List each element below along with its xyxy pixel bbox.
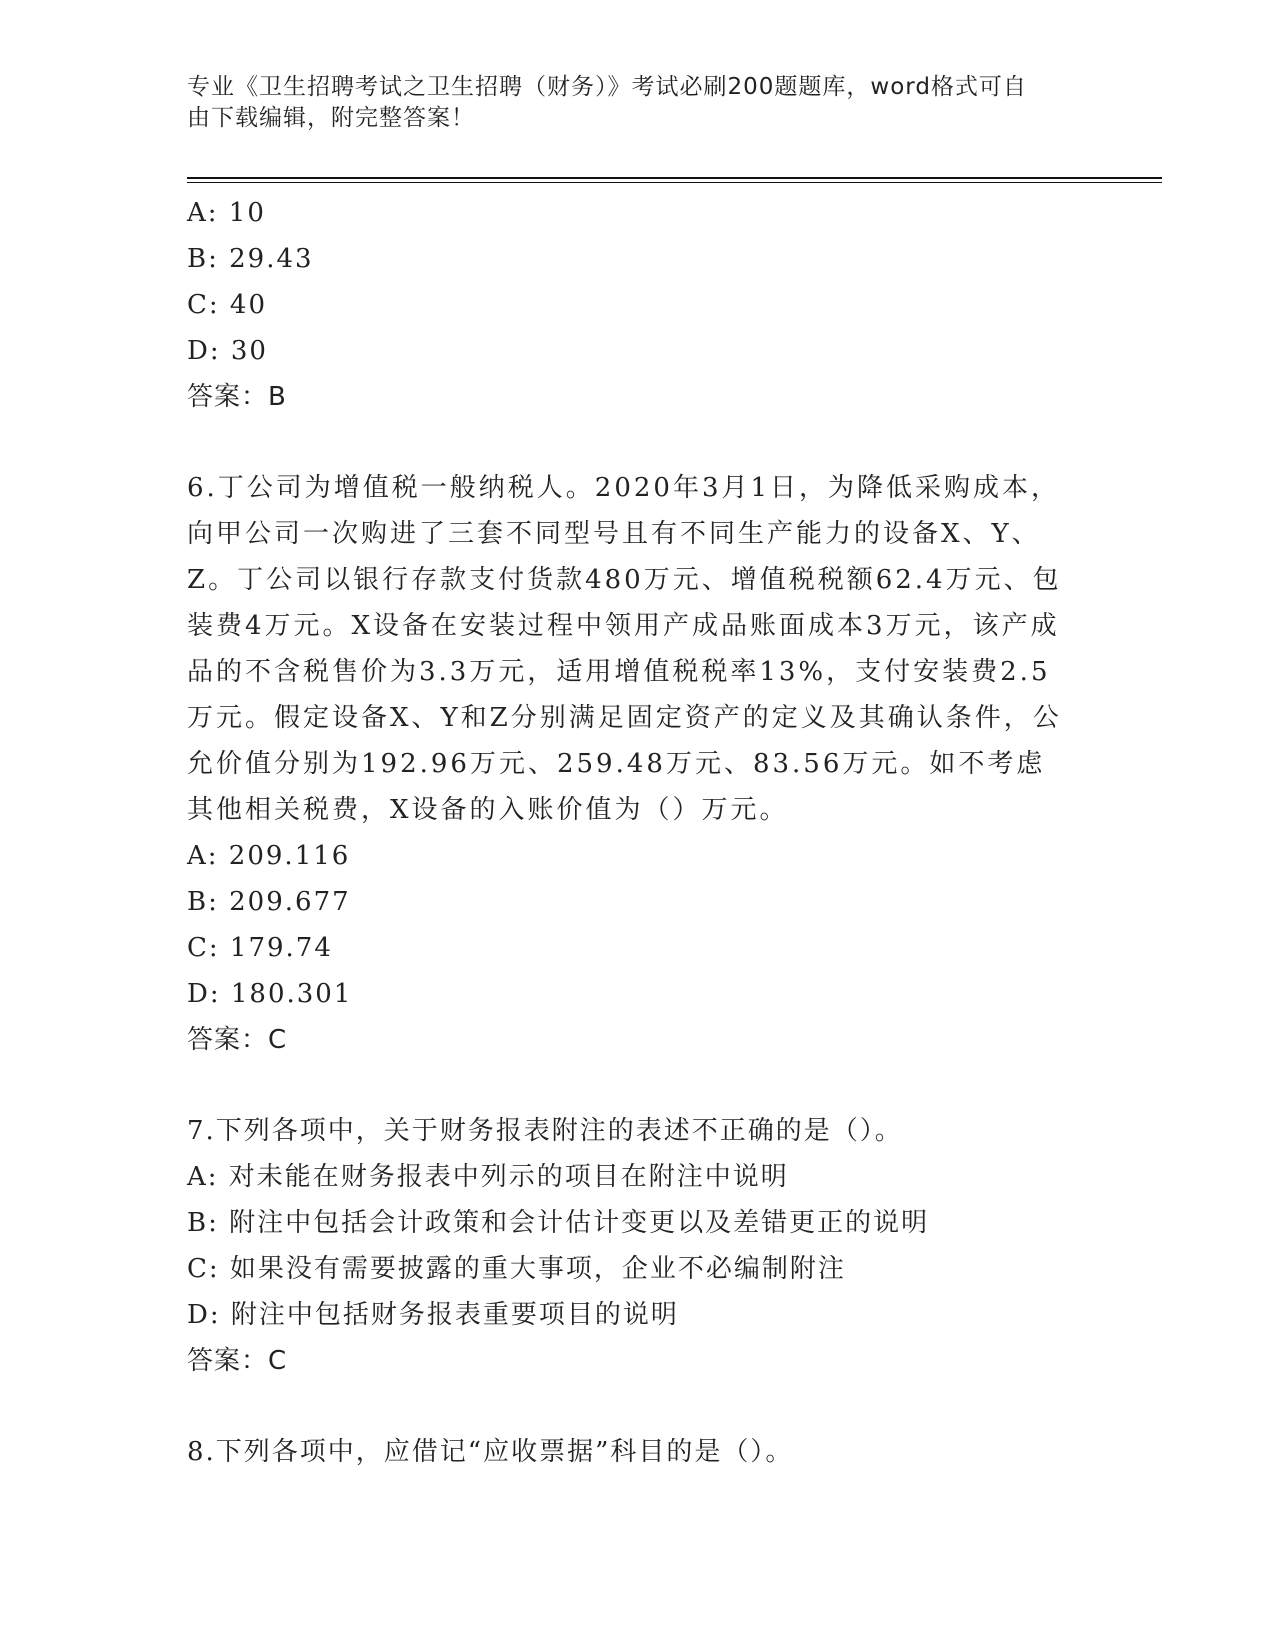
question-6 [187, 465, 1087, 1063]
option-a: A: 对未能在财务报表中列示的项目在附注中说明 [187, 1162, 789, 1192]
question-8 [187, 1429, 1087, 1475]
option-d: D: 180.301 [187, 979, 353, 1009]
option-b: B: 附注中包括会计政策和会计估计变更以及差错更正的说明 [187, 1208, 930, 1238]
option-d: D: 附注中包括财务报表重要项目的说明 [187, 1300, 679, 1330]
option-c: C: 40 [187, 290, 268, 320]
option-a: A: 10 [187, 198, 266, 228]
question-stem: 6.丁公司为增值税一般纳税人。2020年3月1日，为降低采购成本，向甲公司一次购进了三套不同型号且有不同生产能力的设备X、Y、Z。丁公司以银行存款支付货款480万元、增值税税额62.4万元、包装费4万元。X设备在安装过程中领用产成品账面成本3万元，该产成品的不含税售价为3.3万元，适用增值税税率13%，支付安装费2.5万元。假定设备X、Y和Z分别满足固定资产的定义及其确认条件，公允价值分别为192.96万元、259.48万元、83.56万元。如不考虑其他相关税费，X设备的入账价值为（）万元。 [187, 473, 1062, 825]
option-c: C: 179.74 [187, 933, 333, 963]
option-b: B: 209.677 [187, 887, 351, 917]
answer: 答案：B [187, 382, 287, 412]
header-rule-thin [187, 182, 1162, 183]
answer: 答案：C [187, 1025, 288, 1055]
spacer [187, 1384, 1087, 1429]
spacer [187, 420, 1087, 465]
option-a: A: 209.116 [187, 841, 351, 871]
answer: 答案：C [187, 1346, 288, 1376]
header-line-2: 由下载编辑，附完整答案！ [187, 105, 475, 131]
option-d: D: 30 [187, 336, 268, 366]
question-7 [187, 1108, 1087, 1384]
header-rule-thick [187, 177, 1162, 179]
question-5 [187, 190, 1087, 420]
question-stem: 8.下列各项中，应借记“应收票据”科目的是（）。 [187, 1437, 794, 1467]
spacer [187, 1063, 1087, 1108]
option-b: B: 29.43 [187, 244, 314, 274]
document-header [187, 72, 1067, 134]
option-c: C: 如果没有需要披露的重大事项，企业不必编制附注 [187, 1254, 846, 1284]
question-list [187, 190, 1087, 1475]
question-stem: 7.下列各项中，关于财务报表附注的表述不正确的是（）。 [187, 1116, 903, 1146]
header-line-1: 专业《卫生招聘考试之卫生招聘（财务）》考试必刷200题题库，word格式可自 [187, 74, 1027, 100]
